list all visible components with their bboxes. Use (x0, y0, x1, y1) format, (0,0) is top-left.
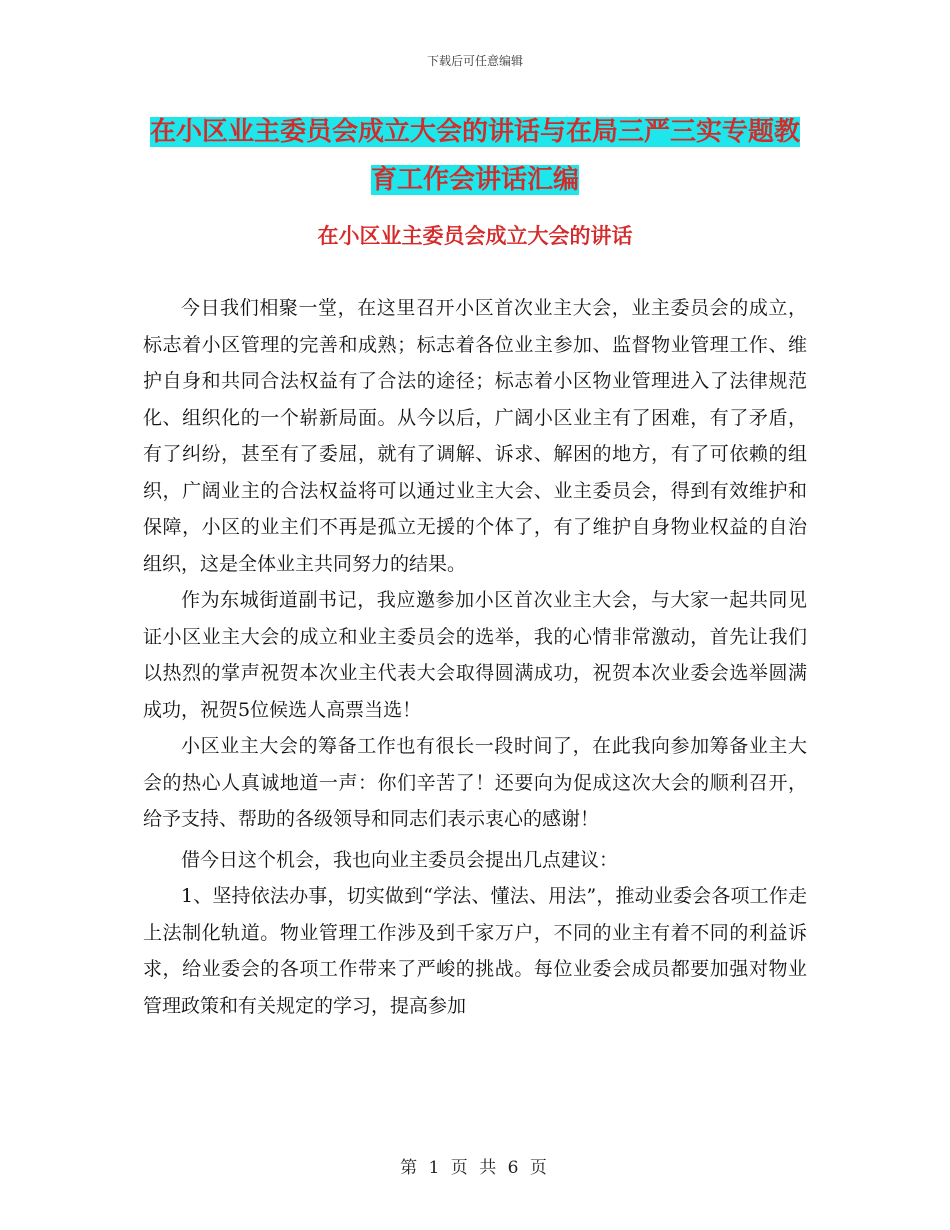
document-title-text: 在小区业主委员会成立大会的讲话与在局三严三实专题教育工作会讲话汇编 (149, 117, 800, 195)
body-text (143, 290, 807, 1024)
document-title (145, 108, 805, 204)
paragraph-5: 1、坚持依法办事，切实做到“学法、懂法、用法”，推动业委会各项工作走上法制化轨道。物业管理工作涉及到千家万户，不同的业主有着不同的利益诉求，给业委会的各项工作带来了严峻的挑战。每位业委会成员都要加强对物业管理政策和有关规定的学习，提高参加 (143, 885, 807, 1017)
page-footer: 第 1 页 共 6 页 (400, 1158, 550, 1178)
paragraph-2: 作为东城街道副书记，我应邀参加小区首次业主大会，与大家一起共同见证小区业主大会的成立和业主委员会的选举，我的心情非常激动，首先让我们以热烈的掌声祝贺本次业主代表大会取得圆满成功，祝贺本次业委会选举圆满成功，祝贺5位候选人高票当选！ (143, 589, 807, 721)
paragraph-4: 借今日这个机会，我也向业主委员会提出几点建议： (181, 848, 619, 871)
paragraph-1: 今日我们相聚一堂，在这里召开小区首次业主大会，业主委员会的成立，标志着小区管理的完善和成熟；标志着各位业主参加、监督物业管理工作、维护自身和共同合法权益有了合法的途径；标志着小区物业管理进入了法律规范化、组织化的一个崭新局面。从今以后，广阔小区业主有了困难，有了矛盾，有了纠纷，甚至有了委屈，就有了调解、诉求、解困的地方，有了可依赖的组织，广阔业主的合法权益将可以通过业主大会、业主委员会，得到有效维护和保障，小区的业主们不再是孤立无援的个体了，有了维护自身物业权益的自治组织，这是全体业主共同努力的结果。 (143, 297, 807, 575)
section-title: 在小区业主委员会成立大会的讲话 (317, 224, 633, 248)
paragraph-3: 小区业主大会的筹备工作也有很长一段时间了，在此我向参加筹备业主大会的热心人真诚地道一声：你们辛苦了！还要向为促成这次大会的顺利召开，给予支持、帮助的各级领导和同志们表示衷心的感谢！ (143, 735, 807, 830)
header-note: 下载后可任意编辑 (426, 54, 523, 68)
